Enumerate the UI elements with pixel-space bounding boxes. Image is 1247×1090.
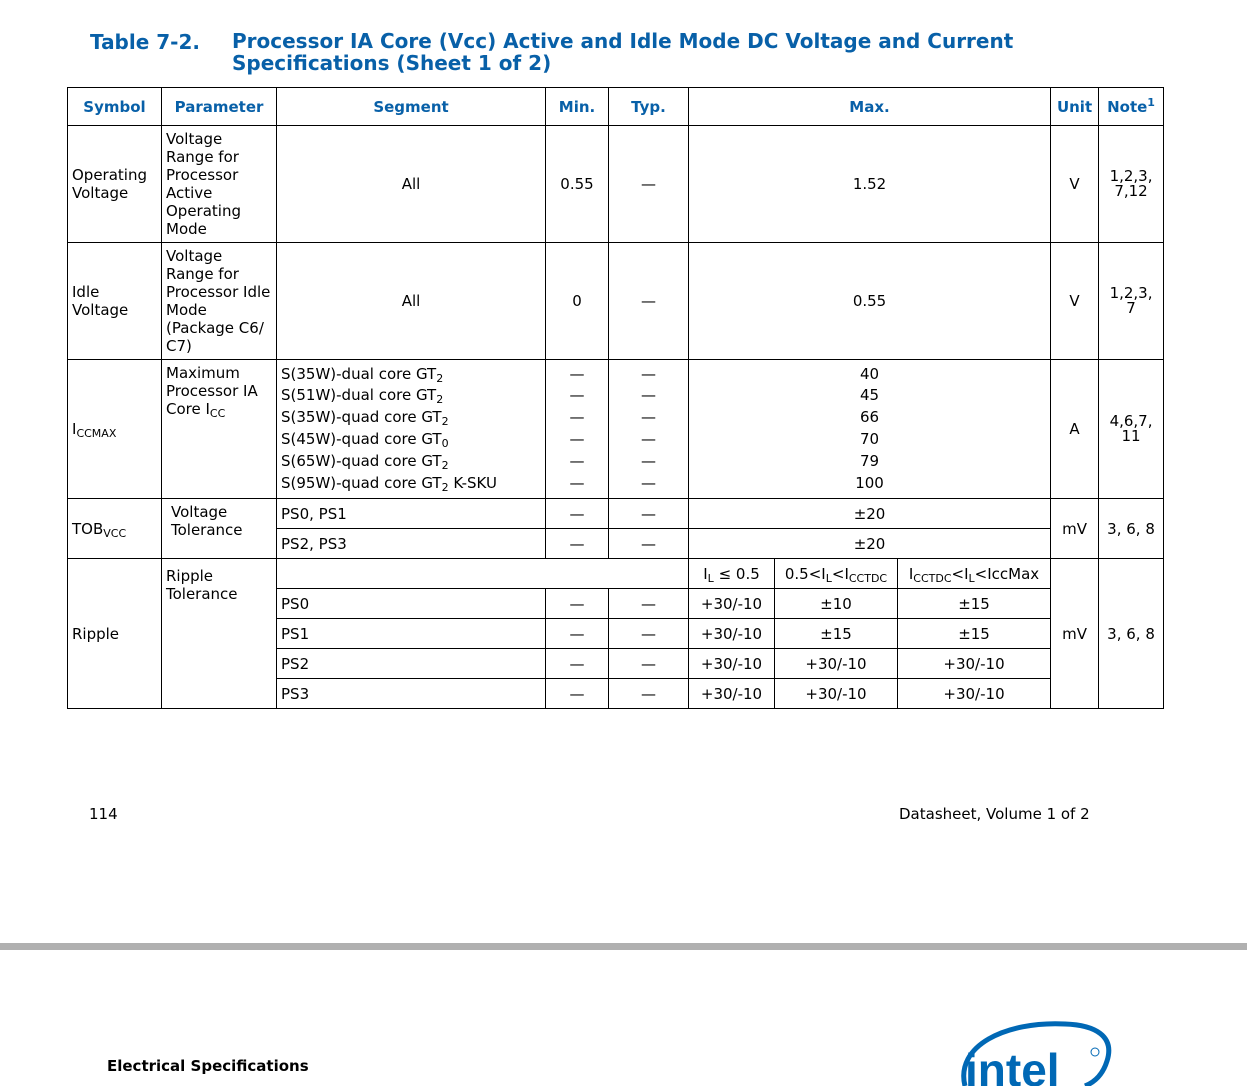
iccmax-min-4: — xyxy=(569,430,585,448)
ripple-ps0-name: PS0 xyxy=(277,589,546,619)
operating-note xyxy=(1099,126,1164,243)
row-iccmax xyxy=(68,360,1164,499)
c2-sub2: CCTDC xyxy=(848,571,888,585)
iccmax-segment-4 xyxy=(281,429,541,451)
header-row xyxy=(68,88,1164,126)
idle-max: 0.55 xyxy=(689,243,1051,360)
iccmax-max-4: 70 xyxy=(859,430,880,448)
ripple-note: 3, 6, 8 xyxy=(1099,559,1164,709)
ripple-subheader-c1 xyxy=(689,559,775,589)
idle-note-line1: 1,2,3, xyxy=(1109,284,1153,302)
header-parameter: Parameter xyxy=(162,88,277,126)
tob-segment-1: PS0, PS1 xyxy=(277,499,546,529)
iccmax-symbol xyxy=(68,360,162,499)
iccmax-symbol-sub: CCMAX xyxy=(76,427,117,440)
operating-max: 1.52 xyxy=(689,126,1051,243)
header-note-sup: 1 xyxy=(1147,95,1155,109)
tob-symbol-sub: VCC xyxy=(103,526,127,540)
iccmax-parameter-text: Maximum Processor IA Core I xyxy=(166,364,258,418)
iccmax-parameter-sub: CC xyxy=(209,407,226,420)
page-divider xyxy=(0,943,1247,950)
c3-pre: I xyxy=(908,564,914,583)
ripple-ps1-v2: ±15 xyxy=(775,619,898,649)
iccmax-max-6: 100 xyxy=(855,473,884,492)
c2-mid: <I xyxy=(831,564,849,583)
header-note-text: Note xyxy=(1107,97,1148,116)
operating-parameter: Voltage Range for Processor Active Operating Mode xyxy=(162,126,277,243)
iccmax-max-1: 40 xyxy=(859,364,880,383)
iccmax-segment-1 xyxy=(281,364,541,386)
seg-4-pre: S(45W)-quad core GT xyxy=(281,430,442,448)
iccmax-typ xyxy=(609,360,689,499)
iccmax-parameter xyxy=(162,360,277,499)
seg-6-sub: 2 xyxy=(441,480,449,494)
ripple-unit: mV xyxy=(1051,559,1099,709)
c1-post: ≤ 0.5 xyxy=(713,564,760,583)
tob-parameter: Voltage Tolerance xyxy=(162,499,277,559)
iccmax-note-line2: 11 xyxy=(1121,427,1141,445)
seg-6-pre: S(95W)-quad core GT xyxy=(281,473,442,492)
c3-sub2: L xyxy=(968,571,975,585)
c2-sub: L xyxy=(825,571,832,585)
seg-1-pre: S(35W)-dual core GT xyxy=(281,364,437,383)
ripple-ps2-min: — xyxy=(546,649,609,679)
header-unit: Unit xyxy=(1051,88,1099,126)
ripple-ps3-name: PS3 xyxy=(277,679,546,709)
iccmax-max xyxy=(689,360,1051,499)
iccmax-segment-5 xyxy=(281,451,541,473)
iccmax-symbol-main: I xyxy=(72,420,77,438)
idle-note xyxy=(1099,243,1164,360)
seg-5-pre: S(65W)-quad core GT xyxy=(281,451,442,470)
idle-typ: — xyxy=(609,243,689,360)
ripple-ps1-v1: +30/-10 xyxy=(689,619,775,649)
c3-sub: CCTDC xyxy=(913,571,952,585)
tob-unit: mV xyxy=(1051,499,1099,559)
tob-min-2: — xyxy=(546,529,609,559)
iccmax-segment-6 xyxy=(281,473,541,495)
ripple-ps0-min: — xyxy=(546,589,609,619)
row-idle-voltage xyxy=(68,243,1164,360)
iccmax-min-1: — xyxy=(569,364,585,383)
ripple-ps3-v1: +30/-10 xyxy=(689,679,775,709)
tob-symbol xyxy=(68,499,162,559)
ripple-symbol: Ripple xyxy=(68,559,162,709)
c1-pre: I xyxy=(703,564,708,583)
iccmax-typ-4: — xyxy=(641,430,656,448)
iccmax-note xyxy=(1099,360,1164,499)
ripple-ps3-v3: +30/-10 xyxy=(898,679,1051,709)
ripple-ps3-min: — xyxy=(546,679,609,709)
ripple-ps2-name: PS2 xyxy=(277,649,546,679)
iccmax-min-3: — xyxy=(569,408,585,427)
idle-min: 0 xyxy=(546,243,609,360)
table-title: Processor IA Core (Vcc) Active and Idle Mode DC Voltage and Current Specifications (Sheet 1 of 2) xyxy=(232,29,1014,75)
ripple-ps0-v3: ±15 xyxy=(898,589,1051,619)
iccmax-segment-2 xyxy=(281,385,541,407)
ripple-parameter: Ripple Tolerance xyxy=(162,559,277,709)
iccmax-max-5: 79 xyxy=(859,451,880,470)
iccmax-min xyxy=(546,360,609,499)
ripple-ps2-v1: +30/-10 xyxy=(689,649,775,679)
ripple-ps1-min: — xyxy=(546,619,609,649)
ripple-ps3-typ: — xyxy=(609,679,689,709)
iccmax-typ-5: — xyxy=(641,451,656,470)
tob-symbol-main: TOB xyxy=(72,519,104,538)
ripple-ps1-typ: — xyxy=(609,619,689,649)
row-tob-1 xyxy=(68,499,1164,529)
document-name: Datasheet, Volume 1 of 2 xyxy=(899,805,1090,823)
idle-parameter: Voltage Range for Processor Idle Mode (Package C6/ C7) xyxy=(162,243,277,360)
row-operating-voltage xyxy=(68,126,1164,243)
ripple-ps2-typ: — xyxy=(609,649,689,679)
header-segment: Segment xyxy=(277,88,546,126)
idle-unit: V xyxy=(1051,243,1099,360)
operating-unit: V xyxy=(1051,126,1099,243)
header-max: Max. xyxy=(689,88,1051,126)
table-label: Table 7-2. xyxy=(90,30,200,54)
iccmax-min-2: — xyxy=(569,386,585,405)
page-number: 114 xyxy=(89,805,118,823)
tob-min-1: — xyxy=(546,499,609,529)
tob-segment-2: PS2, PS3 xyxy=(277,529,546,559)
section-title: Electrical Specifications xyxy=(107,1057,309,1075)
operating-symbol: Operating Voltage xyxy=(68,126,162,243)
ripple-ps0-v1: +30/-10 xyxy=(689,589,775,619)
idle-symbol: Idle Voltage xyxy=(68,243,162,360)
tob-typ-2: — xyxy=(609,529,689,559)
ripple-ps0-typ: — xyxy=(609,589,689,619)
seg-1-sub: 2 xyxy=(436,371,444,385)
seg-6-post: K-SKU xyxy=(448,473,497,492)
iccmax-max-2: 45 xyxy=(859,386,880,405)
iccmax-max-3: 66 xyxy=(859,408,880,427)
seg-5-sub: 2 xyxy=(441,458,449,472)
operating-min: 0.55 xyxy=(546,126,609,243)
c1-sub: L xyxy=(707,571,714,585)
header-typ: Typ. xyxy=(609,88,689,126)
seg-4-sub: 0 xyxy=(441,437,449,450)
seg-3-pre: S(35W)-quad core GT xyxy=(281,408,442,427)
intel-logo xyxy=(945,1016,1125,1086)
c2-pre: 0.5<I xyxy=(784,564,826,583)
iccmax-segments xyxy=(277,360,546,499)
tob-max-1: ±20 xyxy=(689,499,1051,529)
ripple-subheader-blank xyxy=(277,559,689,589)
iccmax-min-5: — xyxy=(569,451,585,470)
ripple-subheader-c2 xyxy=(775,559,898,589)
ripple-ps2-v3: +30/-10 xyxy=(898,649,1051,679)
operating-segment: All xyxy=(277,126,546,243)
seg-2-sub: 2 xyxy=(436,393,444,407)
iccmax-segment-3 xyxy=(281,407,541,429)
idle-segment: All xyxy=(277,243,546,360)
iccmax-typ-2: — xyxy=(641,386,656,405)
operating-note-line1: 1,2,3, xyxy=(1109,167,1153,185)
intel-logo-text: intel xyxy=(965,1044,1060,1086)
ripple-ps1-name: PS1 xyxy=(277,619,546,649)
operating-typ: — xyxy=(609,126,689,243)
iccmax-typ-3: — xyxy=(641,408,656,427)
spec-table xyxy=(67,87,1164,709)
seg-2-pre: S(51W)-dual core GT xyxy=(281,386,437,405)
iccmax-min-6: — xyxy=(569,473,585,492)
header-min: Min. xyxy=(546,88,609,126)
iccmax-note-line1: 4,6,7, xyxy=(1109,412,1153,430)
ripple-ps3-v2: +30/-10 xyxy=(775,679,898,709)
iccmax-unit: A xyxy=(1051,360,1099,499)
ripple-ps2-v2: +30/-10 xyxy=(775,649,898,679)
ripple-subheader-c3 xyxy=(898,559,1051,589)
tob-note: 3, 6, 8 xyxy=(1099,499,1164,559)
header-note xyxy=(1099,88,1164,126)
seg-3-sub: 2 xyxy=(441,415,449,429)
ripple-ps1-v3: ±15 xyxy=(898,619,1051,649)
c3-post: <IccMax xyxy=(974,564,1040,583)
iccmax-typ-6: — xyxy=(641,473,656,492)
header-symbol: Symbol xyxy=(68,88,162,126)
operating-note-line2: 7,12 xyxy=(1114,182,1148,200)
c3-mid: <I xyxy=(951,564,969,583)
iccmax-typ-1: — xyxy=(641,364,656,383)
tob-max-2: ±20 xyxy=(689,529,1051,559)
idle-note-line2: 7 xyxy=(1126,299,1136,317)
ripple-ps0-v2: ±10 xyxy=(775,589,898,619)
tob-typ-1: — xyxy=(609,499,689,529)
row-ripple-subheader xyxy=(68,559,1164,589)
